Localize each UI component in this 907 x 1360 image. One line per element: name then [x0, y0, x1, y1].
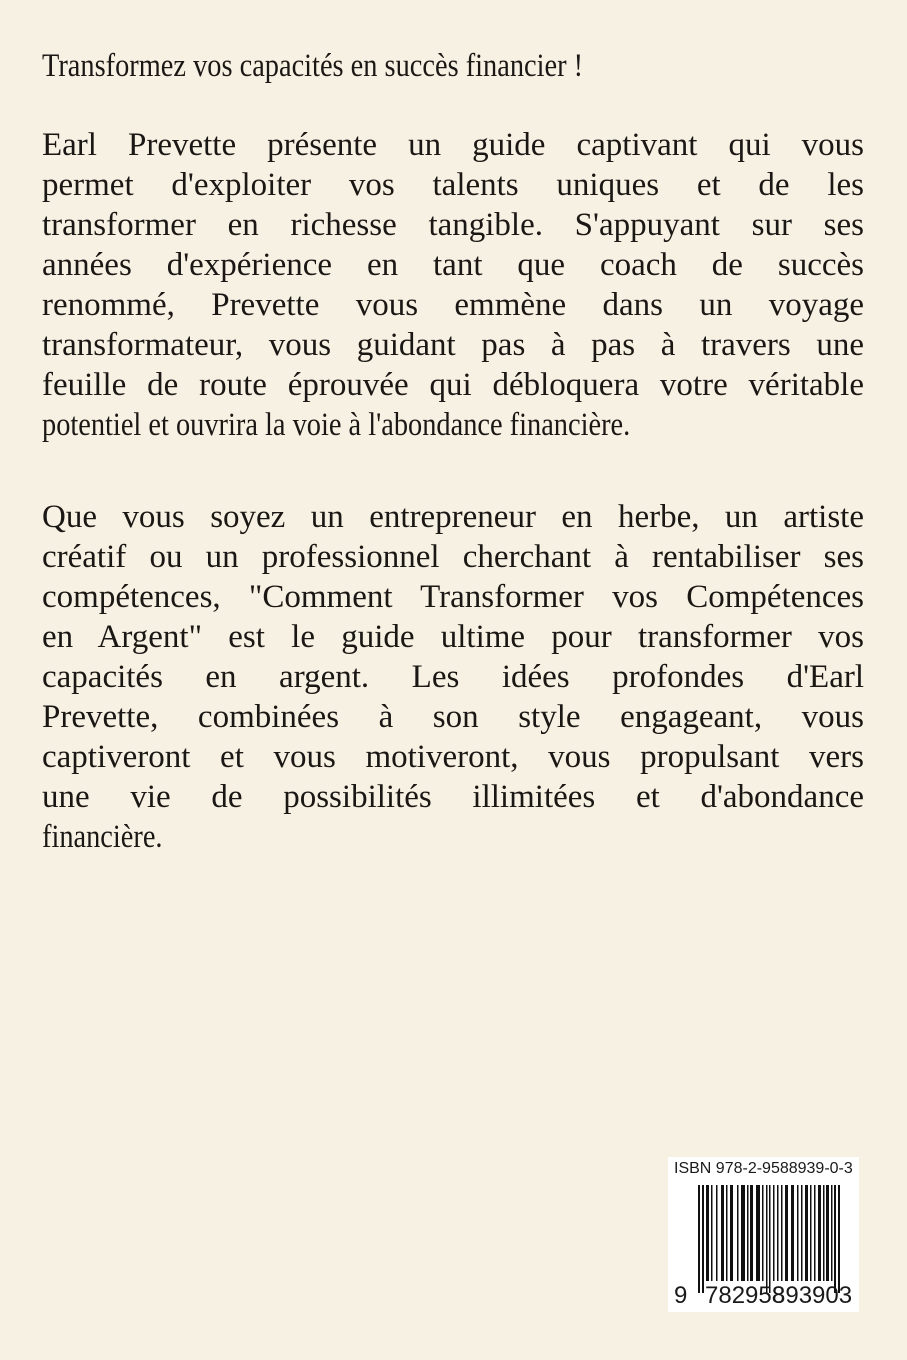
paragraph-line: Earl Prevette présente un guide captivant qui vous [42, 127, 864, 163]
paragraph-line: financière. [42, 819, 163, 855]
paragraph-line: Que vous soyez un entrepreneur en herbe, un artiste [42, 499, 864, 535]
paragraph-line: compétences, "Comment Transformer vos Compétences [42, 579, 864, 615]
paragraph-line: transformateur, vous guidant pas à pas à travers une [42, 327, 864, 363]
paragraph-line: renommé, Prevette vous emmène dans un voyage [42, 287, 864, 323]
paragraph-line: créatif ou un professionnel cherchant à rentabiliser ses [42, 539, 864, 575]
headline-text: Transformez vos capacités en succès financier ! [42, 48, 584, 84]
description-paragraph-2 [42, 497, 864, 857]
barcode-digit-first: 9 [674, 1282, 688, 1309]
paragraph-line: feuille de route éprouvée qui débloquera votre véritable [42, 367, 864, 403]
isbn-barcode [668, 1157, 859, 1312]
paragraph-line: permet d'exploiter vos talents uniques et de les [42, 167, 864, 203]
barcode-digits-left: 782958 [705, 1282, 786, 1309]
paragraph-line: une vie de possibilités illimitées et d'abondance [42, 779, 864, 815]
paragraph-line: transformer en richesse tangible. S'appuyant sur ses [42, 207, 864, 243]
paragraph-line: potentiel et ouvrira la voie à l'abondance financière. [42, 407, 631, 443]
paragraph-line: captiveront et vous motiveront, vous propulsant vers [42, 739, 864, 775]
barcode-digits-right: 893903 [772, 1282, 853, 1309]
paragraph-line: Prevette, combinées à son style engageant, vous [42, 699, 864, 735]
headline [42, 46, 864, 86]
paragraph-line: années d'expérience en tant que coach de succès [42, 247, 864, 283]
paragraph-line: capacités en argent. Les idées profondes d'Earl [42, 659, 864, 695]
paragraph-line: en Argent" est le guide ultime pour transformer vos [42, 619, 864, 655]
isbn-label: ISBN 978-2-9588939-0-3 [674, 1160, 853, 1177]
description-paragraph-1 [42, 125, 864, 445]
